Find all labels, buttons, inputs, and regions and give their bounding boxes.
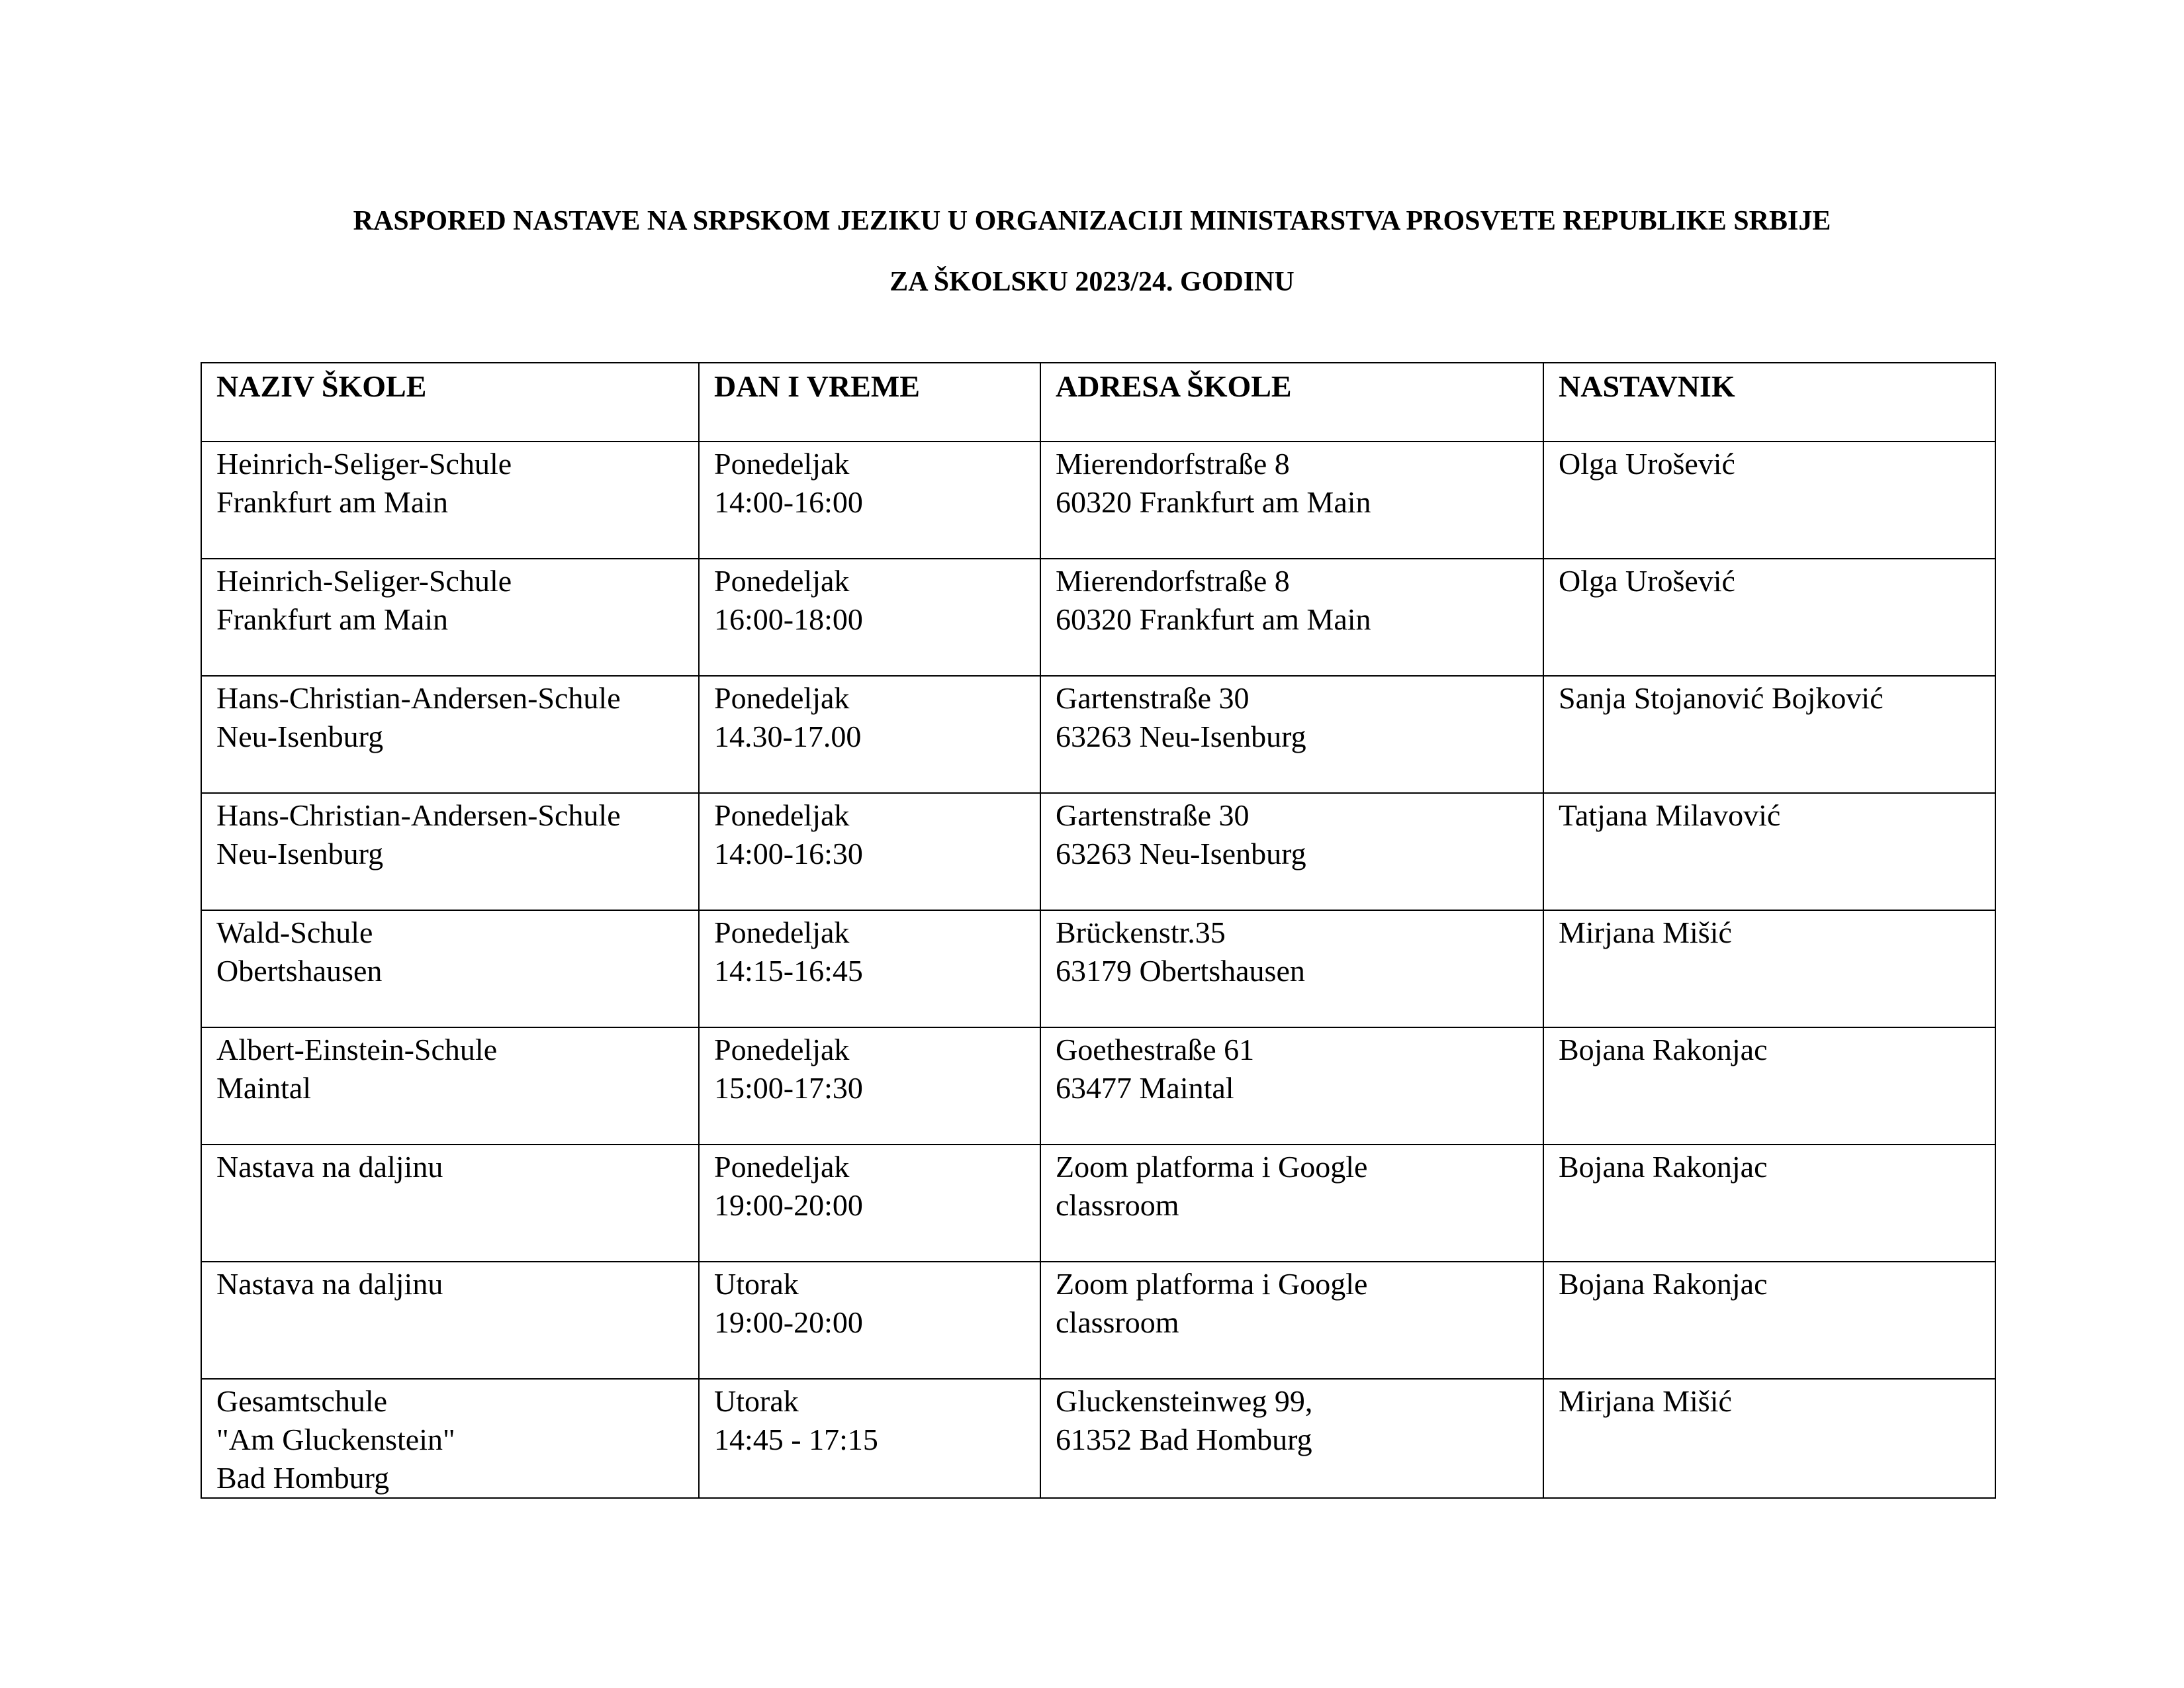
cell-school-name-line: Hans-Christian-Andersen-Schule [216,681,621,715]
table-row [201,559,1995,676]
cell-school-address-line: Zoom platforma i Google [1056,1267,1368,1301]
cell-school-name-line: Hans-Christian-Andersen-Schule [216,798,621,832]
cell-day-time [699,442,1040,559]
cell-school-name-line: Heinrich-Seliger-Schule [216,564,512,598]
cell-teacher-line: Mirjana Mišić [1559,1384,1732,1418]
cell-day-time [699,1145,1040,1262]
cell-day-time-line: 16:00-18:00 [714,602,863,636]
document-subtitle: ZA ŠKOLSKU 2023/24. GODINU [889,267,1295,297]
cell-day-time-line: 19:00-20:00 [714,1305,863,1339]
table-header-row [201,363,1995,442]
cell-day-time [699,910,1040,1027]
cell-teacher [1543,1027,1995,1145]
cell-school-address-line: 63179 Obertshausen [1056,954,1305,988]
cell-school-address-line: Mierendorfstraße 8 [1056,447,1290,481]
cell-teacher-line: Tatjana Milavović [1559,798,1781,832]
cell-school-address-line: 63263 Neu-Isenburg [1056,720,1306,753]
cell-school-address-line: Zoom platforma i Google [1056,1150,1368,1184]
cell-day-time [699,1027,1040,1145]
cell-school-name [201,910,699,1027]
cell-school-address [1040,793,1543,910]
cell-school-name-line: Heinrich-Seliger-Schule [216,447,512,481]
cell-school-address-line: 61352 Bad Homburg [1056,1423,1312,1456]
cell-teacher [1543,1379,1995,1498]
cell-school-address-line: 60320 Frankfurt am Main [1056,602,1371,636]
cell-teacher [1543,676,1995,793]
schedule-table-body [201,442,1995,1498]
cell-teacher [1543,910,1995,1027]
cell-teacher-line: Olga Urošević [1559,447,1735,481]
cell-school-name [201,1379,699,1498]
cell-school-name-line: Gesamtschule [216,1384,388,1418]
cell-school-address-line: Gartenstraße 30 [1056,681,1250,715]
cell-day-time-line: 14.30-17.00 [714,720,862,753]
cell-teacher [1543,793,1995,910]
cell-teacher [1543,1262,1995,1379]
cell-day-time-line: 14:15-16:45 [714,954,863,988]
cell-school-name-line: Nastava na daljinu [216,1150,443,1184]
cell-day-time-line: Ponedeljak [714,1033,850,1066]
cell-teacher-line: Bojana Rakonjac [1559,1267,1768,1301]
cell-school-address-line: Gluckensteinweg 99, [1056,1384,1313,1418]
cell-teacher [1543,442,1995,559]
table-row [201,676,1995,793]
table-row [201,1027,1995,1145]
cell-school-name-line: Neu-Isenburg [216,720,384,753]
cell-day-time [699,1379,1040,1498]
cell-day-time-line: Ponedeljak [714,915,850,949]
cell-school-name-line: Neu-Isenburg [216,837,384,870]
table-row [201,1379,1995,1498]
cell-school-name [201,793,699,910]
cell-teacher-line: Olga Urošević [1559,564,1735,598]
cell-teacher-line: Bojana Rakonjac [1559,1033,1768,1066]
cell-school-address-line: Mierendorfstraße 8 [1056,564,1290,598]
cell-school-address-line: Goethestraße 61 [1056,1033,1255,1066]
table-row [201,910,1995,1027]
cell-school-name-line: Bad Homburg [216,1461,390,1495]
cell-school-address [1040,1262,1543,1379]
cell-day-time-line: Ponedeljak [714,681,850,715]
cell-day-time-line: 14:00-16:30 [714,837,863,870]
table-row [201,1262,1995,1379]
cell-school-name [201,676,699,793]
cell-school-address [1040,1145,1543,1262]
cell-school-name [201,442,699,559]
cell-school-address [1040,1379,1543,1498]
cell-day-time [699,559,1040,676]
cell-day-time-line: 19:00-20:00 [714,1188,863,1222]
cell-school-name [201,1262,699,1379]
cell-day-time [699,1262,1040,1379]
cell-teacher-line: Bojana Rakonjac [1559,1150,1768,1184]
cell-school-address [1040,442,1543,559]
cell-day-time-line: Utorak [714,1267,799,1301]
cell-school-address-line: 60320 Frankfurt am Main [1056,485,1371,519]
cell-school-address [1040,676,1543,793]
cell-school-address [1040,559,1543,676]
cell-day-time-line: Ponedeljak [714,447,850,481]
cell-school-address [1040,910,1543,1027]
cell-school-address-line: classroom [1056,1305,1179,1339]
cell-teacher [1543,559,1995,676]
cell-school-name-line: Frankfurt am Main [216,602,449,636]
cell-day-time-line: 15:00-17:30 [714,1071,863,1105]
cell-school-name-line: Frankfurt am Main [216,485,449,519]
table-row [201,442,1995,559]
table-row [201,1145,1995,1262]
cell-school-name-line: "Am Gluckenstein" [216,1423,455,1456]
cell-day-time [699,676,1040,793]
cell-day-time-line: 14:45 - 17:15 [714,1423,878,1456]
cell-school-name-line: Maintal [216,1071,312,1105]
cell-school-name [201,1027,699,1145]
header-day-time: DAN I VREME [699,363,1040,442]
document-title: RASPORED NASTAVE NA SRPSKOM JEZIKU U ORGANIZACIJI MINISTARSTVA PROSVETE REPUBLIKE SRBIJE [353,206,1831,236]
cell-school-address-line: 63263 Neu-Isenburg [1056,837,1306,870]
cell-day-time-line: Ponedeljak [714,1150,850,1184]
cell-day-time [699,793,1040,910]
cell-day-time-line: Ponedeljak [714,564,850,598]
cell-school-name-line: Albert-Einstein-Schule [216,1033,498,1066]
header-school-address: ADRESA ŠKOLE [1040,363,1543,442]
cell-school-name-line: Wald-Schule [216,915,373,949]
cell-school-name [201,1145,699,1262]
cell-school-name-line: Obertshausen [216,954,383,988]
header-teacher: NASTAVNIK [1543,363,1995,442]
cell-day-time-line: 14:00-16:00 [714,485,863,519]
table-row [201,793,1995,910]
schedule-table [201,362,1996,1499]
cell-school-address-line: 63477 Maintal [1056,1071,1234,1105]
cell-school-address-line: Gartenstraße 30 [1056,798,1250,832]
cell-teacher-line: Mirjana Mišić [1559,915,1732,949]
cell-day-time-line: Utorak [714,1384,799,1418]
cell-day-time-line: Ponedeljak [714,798,850,832]
cell-school-name [201,559,699,676]
cell-school-address-line: Brückenstr.35 [1056,915,1226,949]
header-school-name: NAZIV ŠKOLE [201,363,699,442]
cell-school-address [1040,1027,1543,1145]
cell-teacher-line: Sanja Stojanović Bojković [1559,681,1884,715]
cell-school-name-line: Nastava na daljinu [216,1267,443,1301]
cell-teacher [1543,1145,1995,1262]
cell-school-address-line: classroom [1056,1188,1179,1222]
